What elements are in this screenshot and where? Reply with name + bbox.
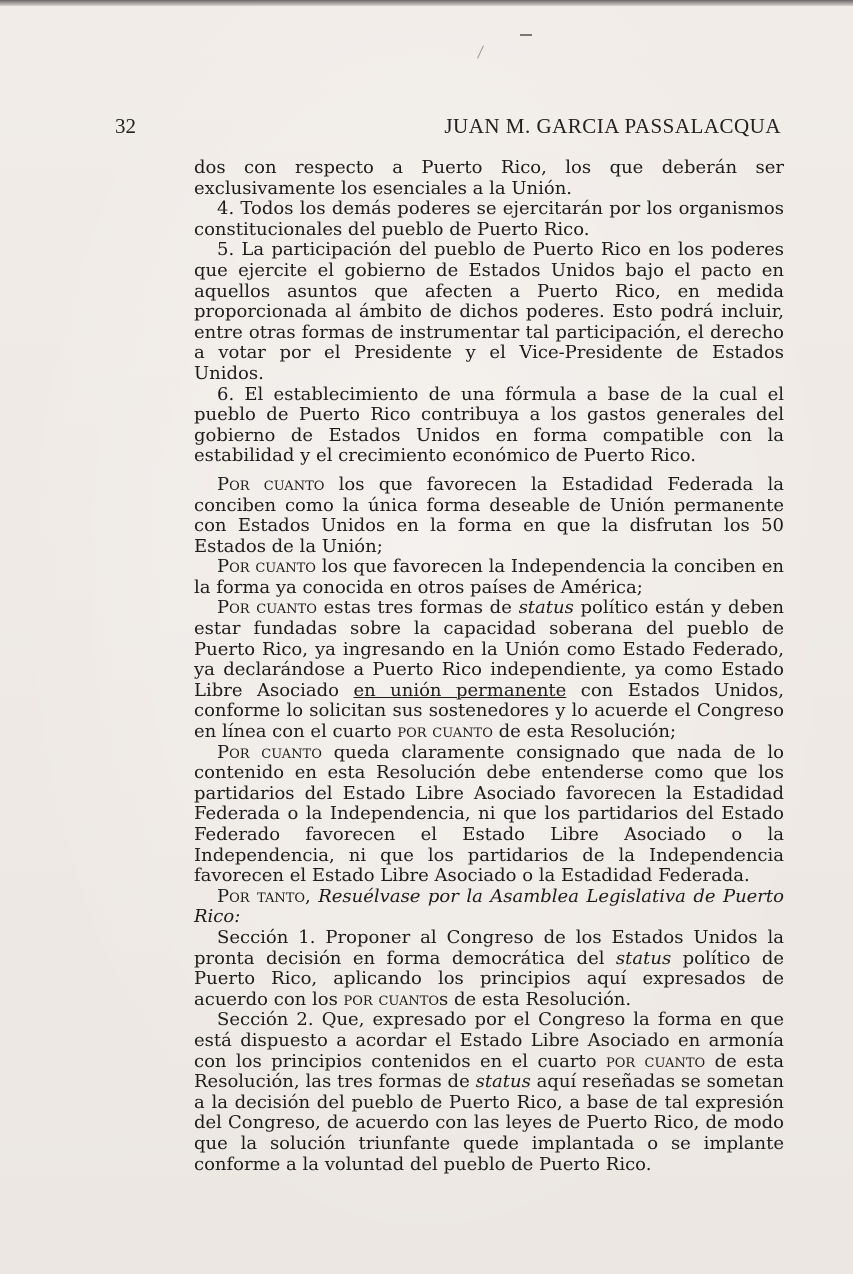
paragraph: 5. La participación del pueblo de Puerto Rico en los poderes que ejercite el gobierno de Estados Unidos bajo el pacto en aquellos asuntos que afecten a Puerto Rico, en medida proporcionada al ámbito de dichos poderes. Esto podrá incluir, entre otras formas de instrumentar tal participación, el derecho a votar por el Presidente y el Vice-Presidente de Estados Unidos. (194, 239, 784, 384)
paragraph: 6. El establecimiento de una fórmula a base de la cual el pueblo de Puerto Rico contribuya a los gastos generales del gobierno de Estados Unidos en forma compatible con la estabilidad y el crecimiento económico de Puerto Rico. (194, 383, 784, 467)
por-cuanto-label: Por cuanto (217, 597, 317, 619)
paragraph: Por tanto, Resuélvase por la Asamblea Legislativa de Puerto Rico: (194, 885, 784, 928)
running-head: JUAN M. GARCIA PASSALACQUA (444, 114, 781, 138)
page-top-edge (0, 0, 853, 6)
underlined-phrase: en unión permanente (353, 679, 567, 701)
pencil-mark (477, 45, 484, 58)
por-cuanto-label: Por cuanto (217, 741, 322, 763)
paragraph: Por cuanto queda claramente consignado que nada de lo contenido en esta Resolución debe entenderse como que los partidarios del Estado Libre Asociado favorecen la Estadidad Federada o la Independencia, ni que los partidarios del Estado Federado favorecen el Estado Libre Asociado o la Independencia, ni que los partidarios de la Independencia favorecen el Estado Libre Asociado o la Estadidad Federada. (194, 741, 784, 887)
section-2: Sección 2. Que, expresado por el Congreso la forma en que está dispuesto a acordar el Estado Libre Asociado en armonía con los principios contenidos en el cuarto por cuanto de esta Resolución, las tres formas de status aquí reseñadas se sometan a la decisión del pueblo de Puerto Rico, a base de tal expresión del Congreso, de acuerdo con las leyes de Puerto Rico, de modo que la solución triunfante quede implantada o se implante conforme a la voluntad del pueblo de Puerto Rico. (194, 1009, 785, 1175)
page-number: 32 (115, 114, 136, 138)
paragraph: 4. Todos los demás poderes se ejercitarán por los organismos constitucionales del pueblo de Puerto Rico. (194, 198, 784, 240)
paragraph: Por cuanto los que favorecen la Independencia la conciben en la forma ya conocida en otros países de América; (194, 556, 785, 598)
por-cuanto-label: Por cuanto (217, 556, 316, 578)
scan-mark (520, 34, 532, 36)
por-cuanto-label: Por cuanto (217, 473, 325, 495)
paragraph: Por cuanto estas tres formas de status político están y deben estar fundadas sobre la capacidad soberana del pueblo de Puerto Rico, ya ingresando en la Unión como Estado Federado, ya declarándose a Puerto Rico independiente, ya como Estado Libre Asociado en unión permanente con Estados Unidos, conforme lo solicitan sus sostenedores y lo acuerde el Congreso en línea con el cuarto por cuanto de esta Resolución; (194, 597, 785, 743)
body-text (194, 158, 784, 1175)
por-tanto-label: Por tanto, (217, 885, 311, 907)
paragraph: dos con respecto a Puerto Rico, los que deberán ser exclusivamente los esenciales a la Unión. (194, 157, 784, 199)
paragraph: Por cuanto los que favorecen la Estadidad Federada la conciben como la única forma deseable de Unión permanente con Estados Unidos en la forma en que la disfrutan los 50 Estados de la Unión; (194, 473, 784, 557)
section-1: Sección 1. Proponer al Congreso de los Estados Unidos la pronta decisión en forma democrática del status político de Puerto Rico, aplicando los principios aquí expresados de acuerdo con los por cuantos de esta Resolución. (194, 926, 785, 1010)
